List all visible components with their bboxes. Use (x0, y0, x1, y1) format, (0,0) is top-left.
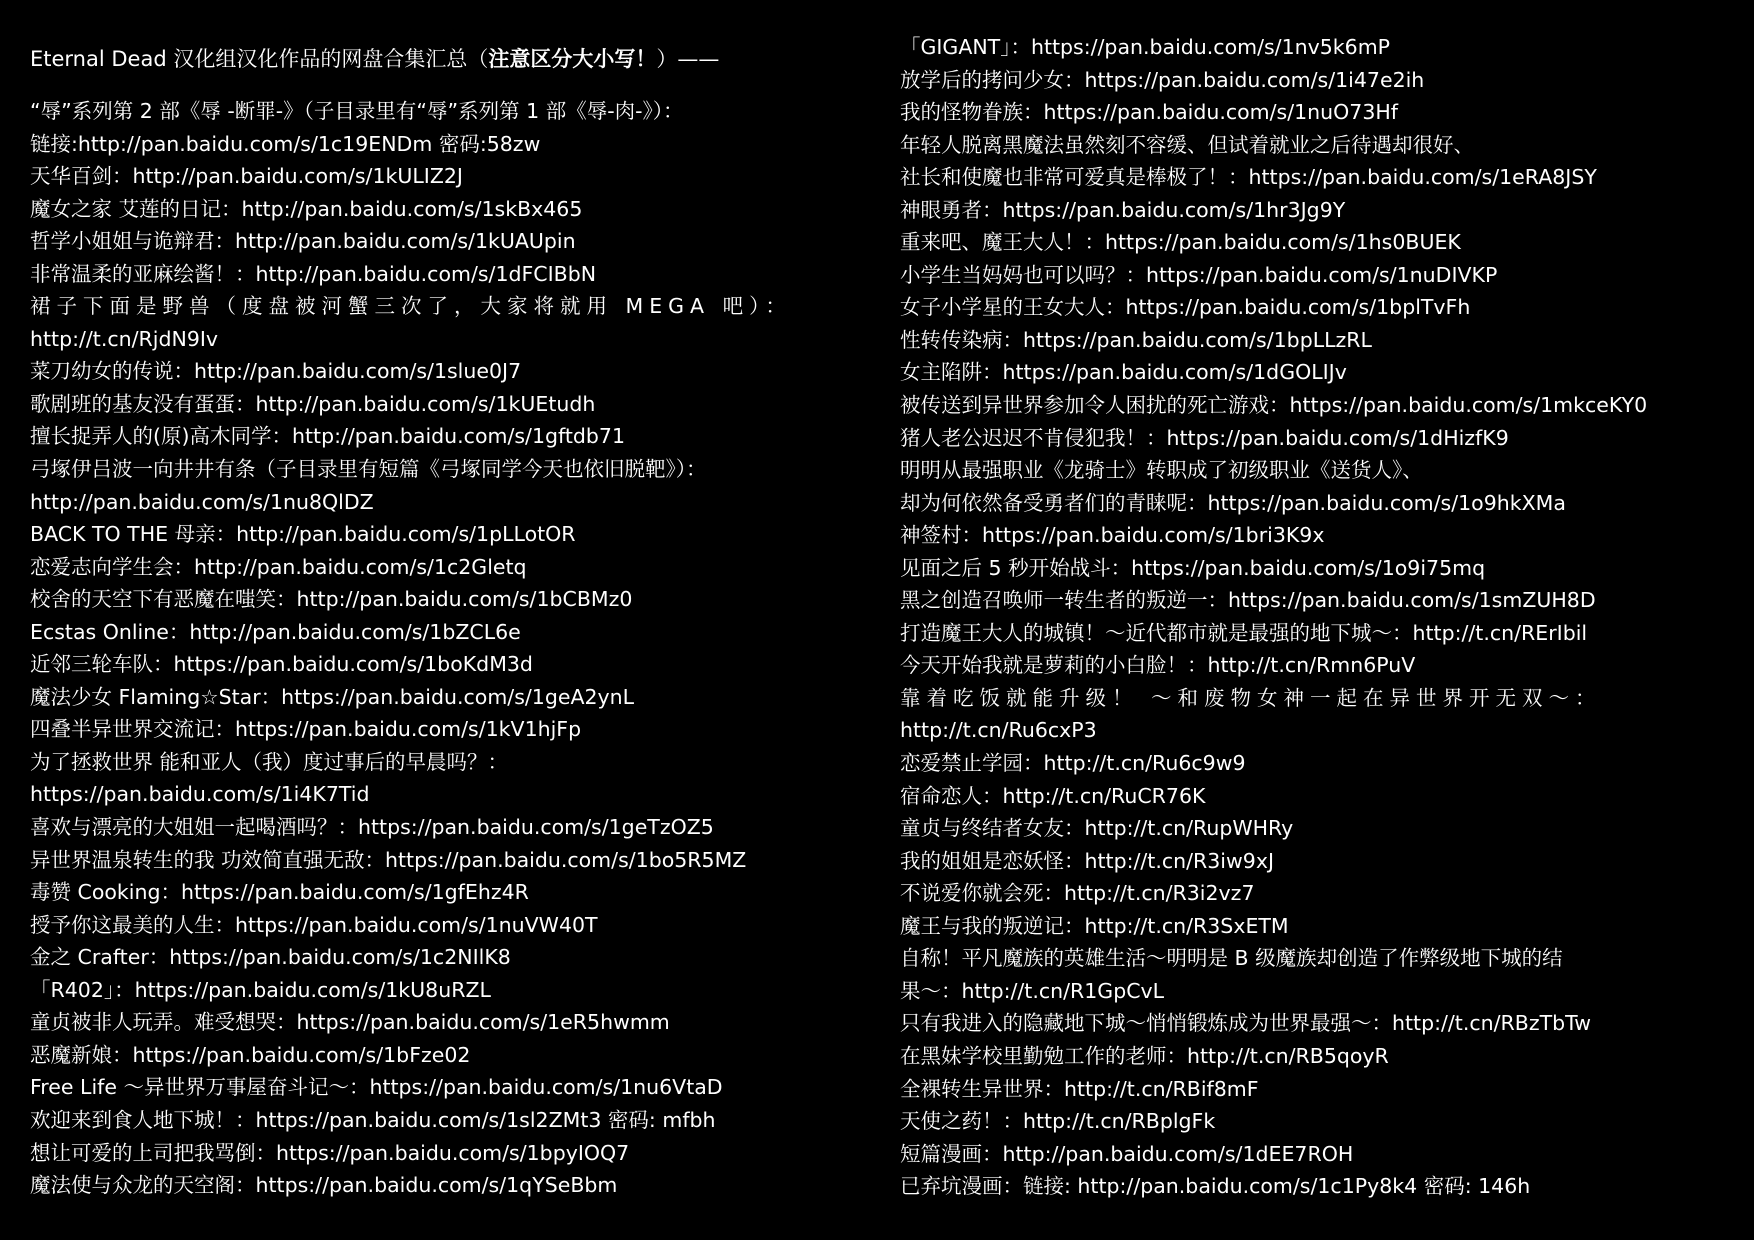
list-item: 果～：http://t.cn/R1GpCvL (900, 978, 1165, 1003)
list-item: 「GIGANT」：https://pan.baidu.com/s/1nv5k6mP (900, 35, 1391, 59)
list-item: 校舍的天空下有恶魔在嗤笑：http://pan.baidu.com/s/1bCBMz0 (30, 587, 633, 612)
list-item: 放学后的拷问少女：https://pan.baidu.com/s/1i47e2ih (900, 67, 1425, 92)
list-item: 金之 Crafter：https://pan.baidu.com/s/1c2NIlK8 (30, 945, 511, 970)
list-item: 被传送到异世界参加令人困扰的死亡游戏：https://pan.baidu.com/s/1mkceKY0 (900, 393, 1648, 418)
list-item: 社长和使魔也非常可爱真是棒极了！：https://pan.baidu.com/s/1eRA8JSY (900, 165, 1597, 190)
title-suffix: ）—— (656, 47, 720, 71)
list-item: 女子小学星的王女大人：https://pan.baidu.com/s/1bplTvFh (900, 295, 1471, 320)
list-item: 菜刀幼女的传说：http://pan.baidu.com/s/1slue0J7 (30, 359, 522, 384)
list-item: 猪人老公迟迟不肯侵犯我！：https://pan.baidu.com/s/1dHizfK9 (900, 425, 1509, 450)
list-item: 性转传染病：https://pan.baidu.com/s/1bpLLzRL (900, 327, 1372, 352)
list-item: 见面之后 5 秒开始战斗：https://pan.baidu.com/s/1o9i75mq (900, 555, 1486, 580)
list-item: 为了拯救世界 能和亚人（我）度过事后的早晨吗？： (30, 749, 509, 774)
list-item: 短篇漫画：http://pan.baidu.com/s/1dEE7ROH (900, 1141, 1354, 1166)
list-item: 不说爱你就会死：http://t.cn/R3i2vz7 (900, 881, 1255, 906)
list-item: 黑之创造召唤师一转生者的叛逆一：https://pan.baidu.com/s/1smZUH8D (900, 588, 1596, 613)
list-item: 想让可爱的上司把我骂倒：https://pan.baidu.com/s/1bpyIOQ7 (30, 1140, 630, 1165)
list-item: 魔王与我的叛逆记：http://t.cn/R3SxETM (900, 913, 1289, 938)
list-item: 明明从最强职业《龙骑士》转职成了初级职业《送货人》、 (900, 458, 1423, 483)
list-item: 毒赞 Cooking：https://pan.baidu.com/s/1gfEhz4R (30, 880, 529, 905)
list-item: 我的姐姐是恋妖怪：http://t.cn/R3iw9xJ (900, 848, 1274, 873)
list-item: 宿命恋人：http://t.cn/RuCR76K (900, 783, 1206, 808)
list-item: 魔法使与众龙的天空阁：https://pan.baidu.com/s/1qYSeBbm (30, 1173, 618, 1198)
list-item: 哲学小姐姐与诡辩君：http://pan.baidu.com/s/1kUAUpin (30, 229, 576, 254)
list-item: 授予你这最美的人生：https://pan.baidu.com/s/1nuVW40T (30, 912, 598, 937)
list-item: 在黑妹学校里勤勉工作的老师：http://t.cn/RB5qoyR (900, 1043, 1389, 1068)
list-item: http://t.cn/Ru6cxP3 (900, 718, 1097, 743)
list-item: 靠着吃饭就能升级！ ～和废物女神一起在异世界开无双～： (900, 685, 1602, 710)
list-item: 链接:http://pan.baidu.com/s/1c19ENDm 密码:58zw (30, 131, 541, 156)
list-item: BACK TO THE 母亲：http://pan.baidu.com/s/1pLLotOR (30, 522, 576, 547)
list-item: 裙子下面是野兽（度盘被河蟹三次了，大家将就用 MEGA 吧）： (30, 294, 792, 319)
list-item: 四叠半异世界交流记：https://pan.baidu.com/s/1kV1hjFp (30, 717, 582, 742)
list-item: 年轻人脱离黑魔法虽然刻不容缓、但试着就业之后待遇却很好、 (900, 132, 1474, 157)
list-item: 欢迎来到食人地下城！：https://pan.baidu.com/s/1sl2ZMt3 密码: mfbh (30, 1107, 716, 1132)
list-item: 打造魔王大人的城镇！～近代都市就是最强的地下城～：http://t.cn/RErIbil (900, 620, 1588, 645)
list-item: 擅长捉弄人的(原)高木同学：http://pan.baidu.com/s/1gftdb71 (30, 424, 626, 449)
right-link-list (900, 31, 1647, 1203)
list-item: 只有我进入的隐藏地下城～悄悄锻炼成为世界最强～：http://t.cn/RBzTbTw (900, 1011, 1592, 1036)
list-item: 童贞被非人玩弄。难受想哭：https://pan.baidu.com/s/1eR5hwmm (30, 1010, 670, 1035)
list-item: 已弃坑漫画：链接: http://pan.baidu.com/s/1c1Py8k4 密码: 146h (900, 1174, 1531, 1199)
list-item: 重来吧、魔王大人！：https://pan.baidu.com/s/1hs0BUEK (900, 230, 1461, 255)
list-item: Free Life ～异世界万事屋奋斗记～：https://pan.baidu.com/s/1nu6VtaD (30, 1075, 723, 1100)
list-item: http://pan.baidu.com/s/1nu8QlDZ (30, 489, 374, 514)
list-item: 女主陷阱：https://pan.baidu.com/s/1dGOLIJv (900, 360, 1347, 385)
list-item: 却为何依然备受勇者们的青睐呢：https://pan.baidu.com/s/1o9hkXMa (900, 490, 1566, 515)
list-item: 非常温柔的亚麻绘酱！：http://pan.baidu.com/s/1dFCIBbN (30, 261, 597, 286)
list-item: 我的怪物眷族：https://pan.baidu.com/s/1nuO73Hf (900, 100, 1399, 125)
list-item: 恋爱禁止学园：http://t.cn/Ru6c9w9 (900, 751, 1246, 776)
list-item: 天华百剑：http://pan.baidu.com/s/1kULIZ2J (30, 164, 463, 189)
list-item: 弓塚伊吕波一向井井有条（子目录里有短篇《弓塚同学今天也依旧脱靶》）： (30, 457, 707, 482)
list-item: 童贞与终结者女友：http://t.cn/RupWHRy (900, 816, 1294, 841)
list-item: 恋爱志向学生会：http://pan.baidu.com/s/1c2Gletq (30, 554, 527, 579)
title-prefix: Eternal Dead 汉化组汉化作品的网盘合集汇总（ (30, 47, 489, 71)
list-item: “辱”系列第 2 部《辱 -断罪-》（子目录里有“辱”系列第 1 部《辱-肉-》）： (30, 99, 684, 123)
list-item: 「R402」：https://pan.baidu.com/s/1kU8uRZL (30, 977, 491, 1002)
list-item: 魔女之家 艾莲的日记：http://pan.baidu.com/s/1skBx465 (30, 196, 583, 221)
page-title (30, 44, 880, 74)
title-emphasis: 注意区分大小写！ (488, 47, 657, 71)
list-item: http://t.cn/RjdN9Iv (30, 326, 219, 351)
list-item: 魔法少女 Flaming☆Star：https://pan.baidu.com/s/1geA2ynL (30, 684, 635, 709)
left-link-list (30, 95, 792, 1202)
list-item: 自称！平凡魔族的英雄生活～明明是 B 级魔族却创造了作弊级地下城的结 (900, 946, 1563, 971)
list-item: 恶魔新娘：https://pan.baidu.com/s/1bFze02 (30, 1042, 471, 1067)
list-item: 喜欢与漂亮的大姐姐一起喝酒吗？：https://pan.baidu.com/s/1geTzOZ5 (30, 815, 714, 840)
list-item: 歌剧班的基友没有蛋蛋：http://pan.baidu.com/s/1kUEtudh (30, 391, 596, 416)
list-item: https://pan.baidu.com/s/1i4K7Tid (30, 782, 370, 807)
list-item: 天使之药！：http://t.cn/RBplgFk (900, 1109, 1216, 1134)
list-item: 今天开始我就是萝莉的小白脸！：http://t.cn/Rmn6PuV (900, 653, 1416, 678)
list-item: 神眼勇者：https://pan.baidu.com/s/1hr3Jg9Y (900, 197, 1346, 222)
list-item: 近邻三轮车队：https://pan.baidu.com/s/1boKdM3d (30, 652, 533, 677)
list-item: 神签村：https://pan.baidu.com/s/1bri3K9x (900, 523, 1325, 548)
list-item: 全裸转生异世界：http://t.cn/RBif8mF (900, 1076, 1259, 1101)
list-item: 小学生当妈妈也可以吗？：https://pan.baidu.com/s/1nuDIVKP (900, 262, 1498, 287)
list-item: 异世界温泉转生的我 功效简直强无敌：https://pan.baidu.com/s/1bo5R5MZ (30, 847, 747, 872)
list-item: Ecstas Online：http://pan.baidu.com/s/1bZCL6e (30, 619, 521, 644)
